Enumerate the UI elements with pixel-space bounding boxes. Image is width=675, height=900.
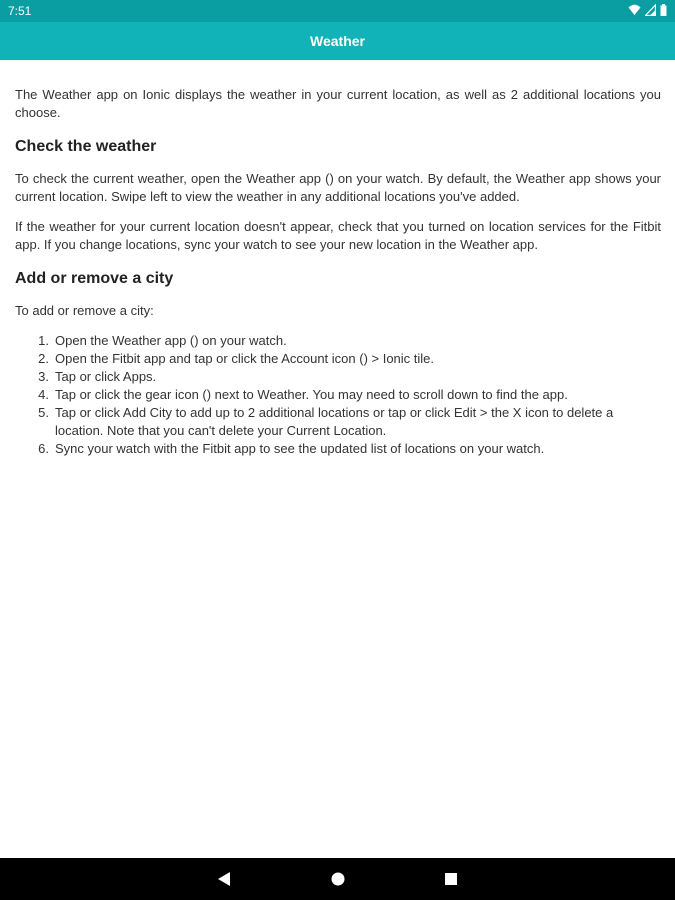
steps-list <box>15 332 661 458</box>
back-icon[interactable] <box>215 870 233 888</box>
check-weather-paragraph-1: To check the current weather, open the Weather app () on your watch. By default, the Weather app shows your current location. Swipe left to view the weather in any additional locations you've added. <box>15 171 661 204</box>
list-item: 3. Tap or click Apps. <box>38 369 157 384</box>
add-remove-city-heading: Add or remove a city <box>15 270 174 287</box>
app-bar <box>0 22 675 60</box>
list-item: 1. Open the Weather app () on your watch. <box>38 333 287 348</box>
battery-icon <box>660 4 667 16</box>
list-item: 5. Tap or click Add City to add up to 2 additional locations or tap or click Edit > the X icon to delete a location. Note that you can't delete your Current Location. <box>38 405 614 438</box>
signal-icon <box>645 4 656 16</box>
list-item: 6. Sync your watch with the Fitbit app to see the updated list of locations on your watch. <box>38 441 545 456</box>
status-bar <box>0 0 675 22</box>
check-weather-paragraph-2: If the weather for your current location doesn't appear, check that you turned on location services for the Fitbit app. If you change locations, sync your watch to see your new location in the Weather app. <box>15 219 661 252</box>
wifi-icon <box>628 4 641 16</box>
add-remove-city-lead: To add or remove a city: <box>15 303 154 318</box>
status-icons <box>628 4 667 16</box>
page-title: Weather <box>310 33 365 49</box>
list-item: 2. Open the Fitbit app and tap or click the Account icon () > Ionic tile. <box>38 351 435 366</box>
intro-paragraph: The Weather app on Ionic displays the weather in your current location, as well as 2 additional locations you choose. <box>15 87 661 120</box>
help-article <box>15 86 661 458</box>
check-weather-heading: Check the weather <box>15 138 157 155</box>
navigation-bar <box>0 858 675 900</box>
list-item: 4. Tap or click the gear icon () next to Weather. You may need to scroll down to find the app. <box>38 387 568 402</box>
home-icon[interactable] <box>329 870 347 888</box>
status-time: 7:51 <box>8 4 32 18</box>
recents-icon[interactable] <box>442 870 460 888</box>
